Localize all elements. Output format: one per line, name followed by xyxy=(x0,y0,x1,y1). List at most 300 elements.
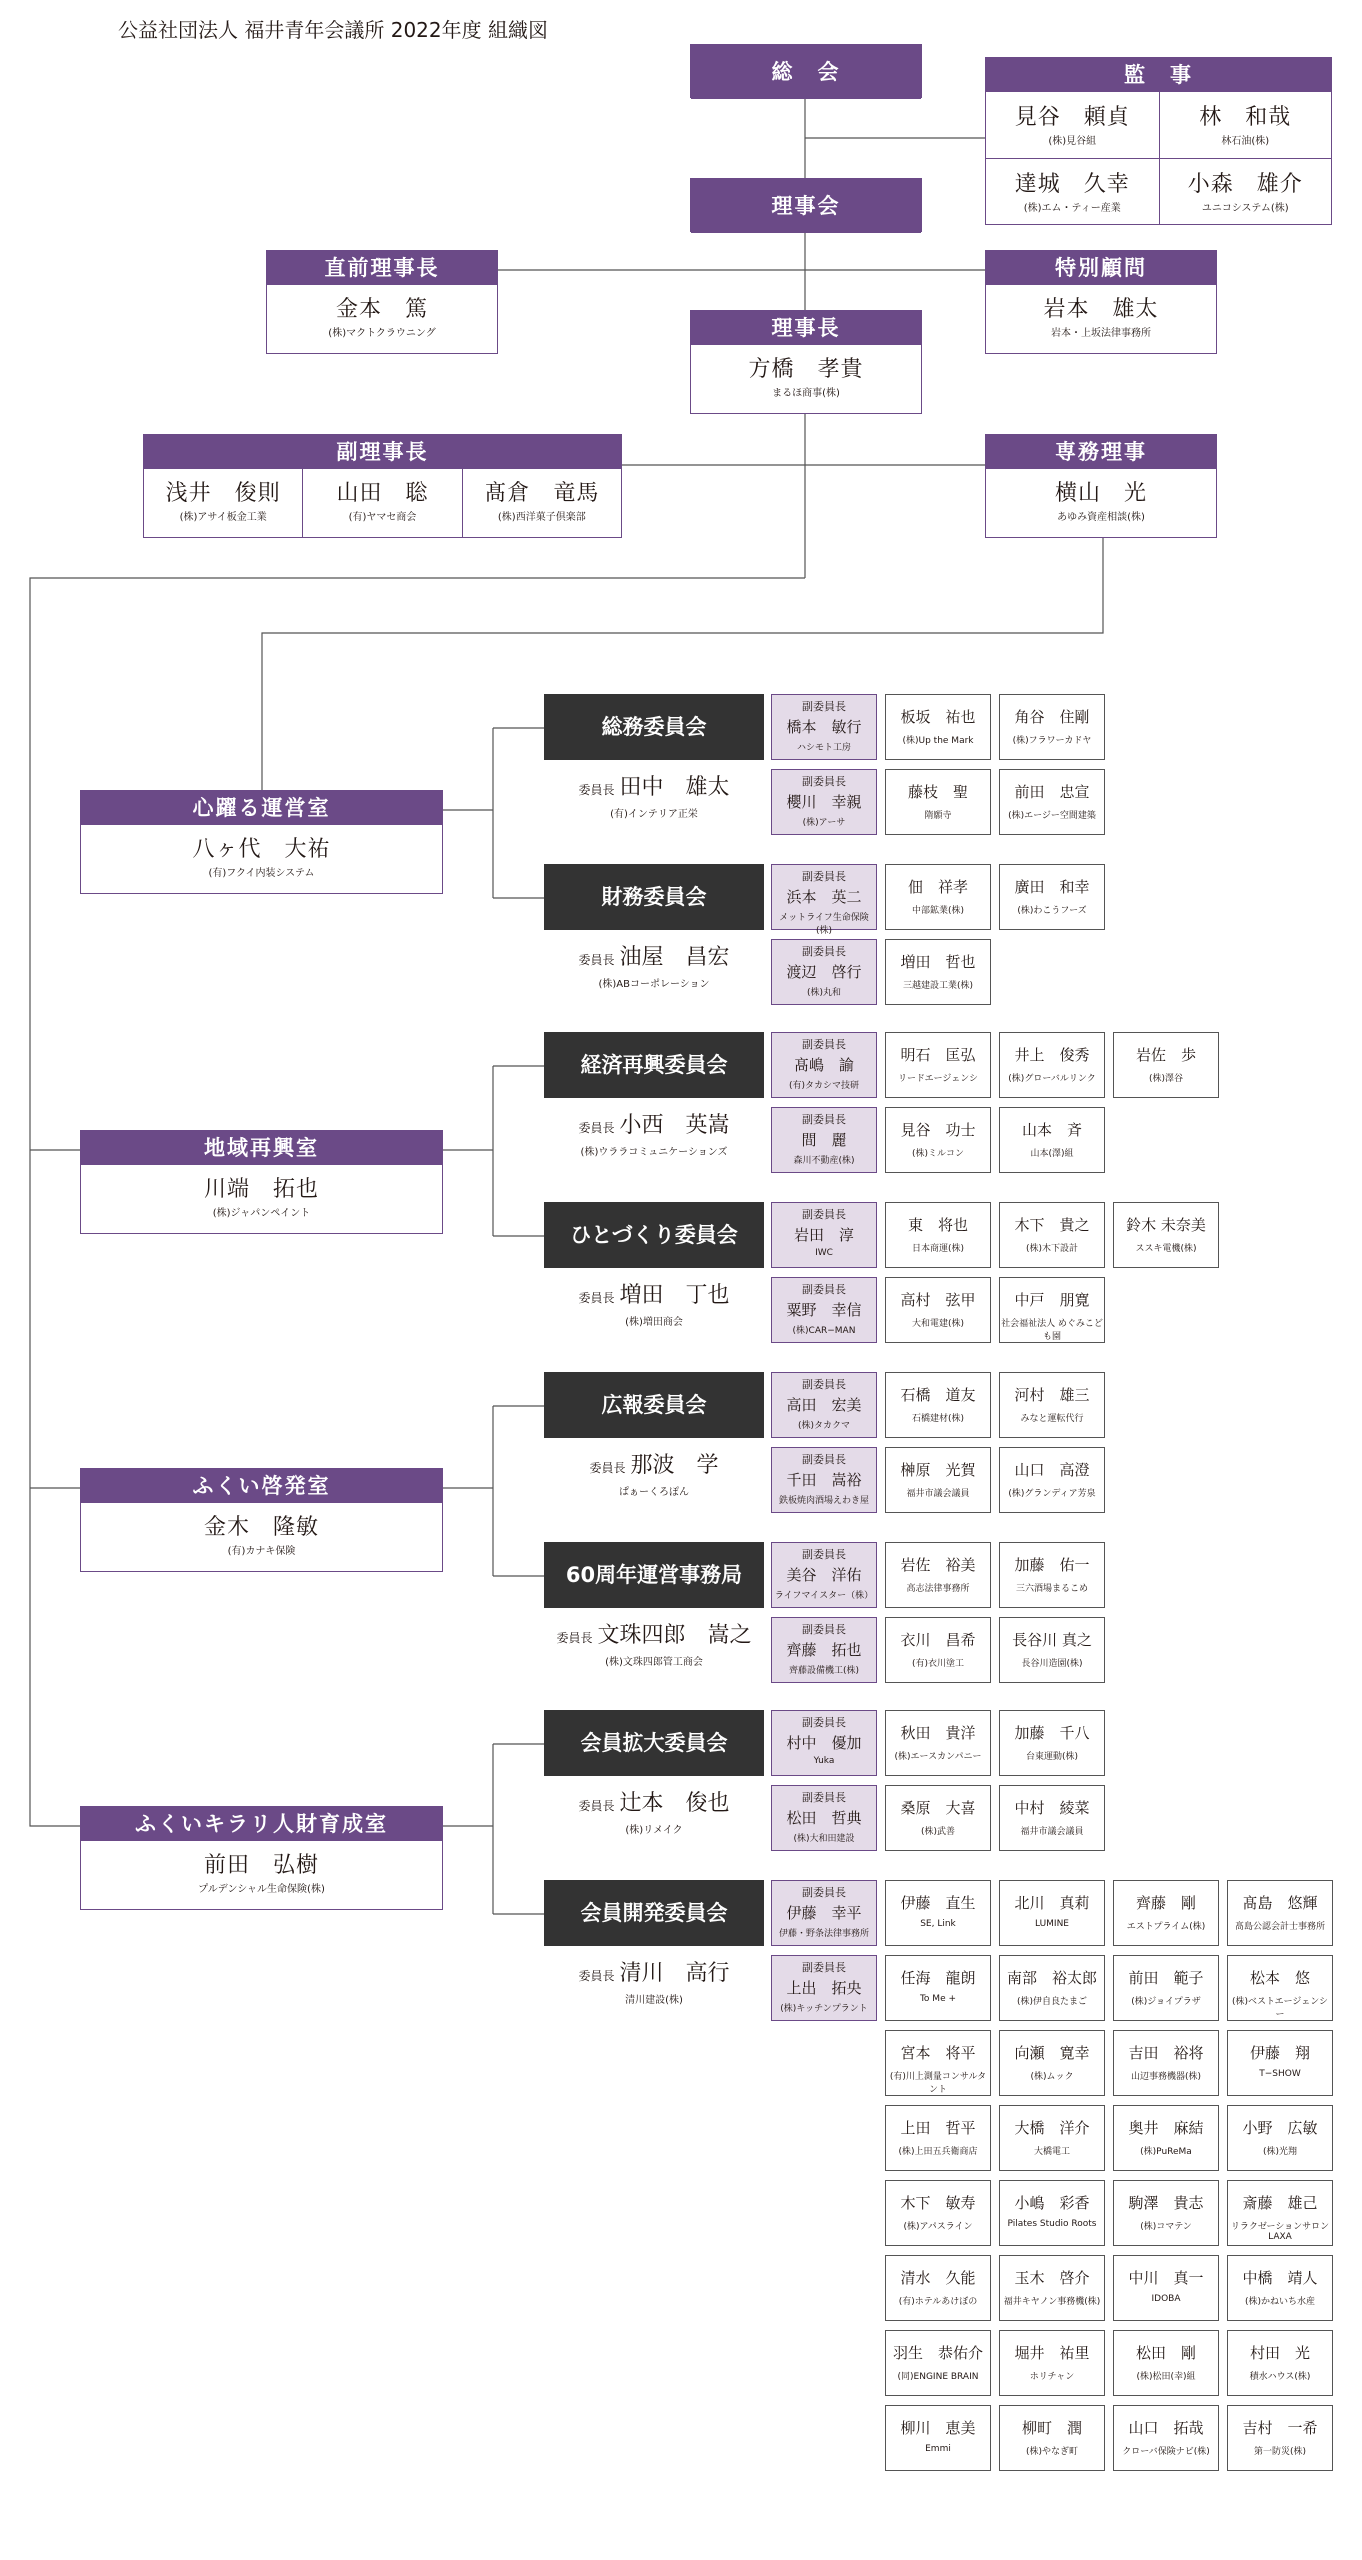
member-box xyxy=(999,769,1105,835)
vice-chair-box xyxy=(771,1955,877,2021)
vice-company: (株)アーサ xyxy=(802,818,846,828)
room-head-name: 八ヶ代 大祐 xyxy=(192,837,331,862)
committee-chair xyxy=(544,770,764,820)
vice-label: 副委員長 xyxy=(802,1283,846,1296)
member-name: 加藤 千八 xyxy=(1014,1724,1090,1742)
fuku-person xyxy=(302,469,461,537)
chair-label: 委員長 xyxy=(578,1291,615,1305)
chair-name: 田中 雄太 xyxy=(619,775,730,800)
member-box xyxy=(1227,2255,1333,2321)
member-box xyxy=(885,939,991,1005)
page-title: 公益社団法人 福井青年会議所 2022年度 組織図 xyxy=(118,18,548,42)
member-company: 山辺事務機器(株) xyxy=(1130,2072,1202,2082)
member-company: 台東運動(株) xyxy=(1025,1752,1079,1762)
member-box xyxy=(999,2330,1105,2396)
member-name: 角谷 住剛 xyxy=(1014,708,1090,726)
member-box xyxy=(885,864,991,930)
member-box xyxy=(999,1785,1105,1851)
committee-title: 60周年運営事務局 xyxy=(544,1542,764,1608)
chair-company: ぱぁーくろぽん xyxy=(619,1487,689,1498)
member-company: (有)川上測量コンサルタント xyxy=(889,2072,987,2095)
member-company: 積水ハウス(株) xyxy=(1249,2372,1311,2382)
kanji-person xyxy=(986,92,1159,158)
member-box xyxy=(885,2030,991,2096)
member-company: 福井キヤノン事務機(株) xyxy=(1003,2297,1101,2307)
chair-name: 小西 英嵩 xyxy=(619,1113,730,1138)
member-box xyxy=(999,1277,1105,1343)
vice-label: 副委員長 xyxy=(802,1716,846,1729)
member-company: IDOBA xyxy=(1151,2294,1181,2304)
chair-company: 清川建設(株) xyxy=(625,1995,683,2006)
vice-chair-box xyxy=(771,694,877,760)
vice-chair-box xyxy=(771,769,877,835)
member-company: 隋願寺 xyxy=(924,811,952,821)
member-box xyxy=(885,1202,991,1268)
room-head-company: (株)ジャパンペイント xyxy=(212,1208,311,1219)
member-name: 木下 貴之 xyxy=(1014,1216,1090,1234)
vice-name: 松田 哲典 xyxy=(786,1809,862,1827)
room-box xyxy=(80,790,443,894)
room-head-company: プルデンシャル生命保険(株) xyxy=(198,1884,325,1895)
member-company: 日本商運(株) xyxy=(911,1244,965,1254)
member-box xyxy=(1227,1955,1333,2021)
member-box xyxy=(999,2255,1105,2321)
chair-name: 文珠四郎 嵩之 xyxy=(597,1623,752,1648)
member-company: (株)やなぎ町 xyxy=(1025,2447,1079,2457)
member-box xyxy=(885,2330,991,2396)
chair-label: 委員長 xyxy=(578,1969,615,1983)
member-company: SE, Link xyxy=(920,1919,956,1929)
member-name: 羽生 恭佑介 xyxy=(892,2344,983,2362)
vice-company: ハシモト工房 xyxy=(796,743,851,753)
room-box xyxy=(80,1806,443,1910)
vice-label: 副委員長 xyxy=(802,1453,846,1466)
member-name: 岩佐 裕美 xyxy=(900,1556,976,1574)
member-company: (株)ジョイプラザ xyxy=(1131,1997,1201,2007)
member-box xyxy=(1113,1880,1219,1946)
person-name: 達城 久幸 xyxy=(1014,171,1130,197)
chair-company: (株)ABコーポレーション xyxy=(598,979,710,990)
member-box xyxy=(885,1785,991,1851)
member-name: 大橋 洋介 xyxy=(1014,2119,1090,2137)
senmu-label: 専務理事 xyxy=(986,435,1216,469)
vice-company: メットライフ生命保険(株) xyxy=(779,913,869,936)
vice-company: IWC xyxy=(815,1248,833,1258)
person-company: (株)見谷組 xyxy=(1048,136,1097,147)
member-box xyxy=(1227,2405,1333,2471)
member-company: 山本(澤)組 xyxy=(1030,1149,1074,1159)
member-name: 南部 裕太郎 xyxy=(1006,1969,1097,1987)
member-box xyxy=(885,1032,991,1098)
member-box xyxy=(885,1372,991,1438)
member-box xyxy=(885,2405,991,2471)
chair-name: 辻本 俊也 xyxy=(619,1791,730,1816)
vice-name: 高田 宏美 xyxy=(786,1396,862,1414)
sokai-box xyxy=(690,44,922,98)
rijicho-company: まるほ商事(株) xyxy=(772,388,840,399)
vice-company: Yuka xyxy=(813,1756,835,1766)
member-name: 伊藤 翔 xyxy=(1249,2044,1310,2062)
person-company: (株)エム・ティー産業 xyxy=(1023,202,1121,214)
chair-company: (株)文珠四郎管工商会 xyxy=(605,1657,703,1668)
member-name: 斎藤 雄己 xyxy=(1242,2194,1318,2212)
vice-name: 髙嶋 諭 xyxy=(793,1056,854,1074)
committee-title: 経済再興委員会 xyxy=(544,1032,764,1098)
member-box xyxy=(885,1955,991,2021)
member-company: (株)Up the Mark xyxy=(902,736,974,746)
committee-chair xyxy=(544,1108,764,1158)
member-name: 村田 光 xyxy=(1249,2344,1310,2362)
vice-company: 鉄板焼肉酒場えわき屋 xyxy=(778,1496,869,1506)
room-head-name: 川端 拓也 xyxy=(203,1177,319,1202)
member-box xyxy=(885,1277,991,1343)
member-name: 中川 真一 xyxy=(1128,2269,1204,2287)
member-box xyxy=(999,1032,1105,1098)
member-box xyxy=(885,1880,991,1946)
member-box xyxy=(999,1202,1105,1268)
person-company: (有)ヤマセ商会 xyxy=(348,512,417,523)
vice-name: 上出 拓央 xyxy=(786,1979,862,1997)
member-company: 第一防災(株) xyxy=(1253,2447,1307,2457)
room-head-company: (有)カナキ保険 xyxy=(227,1546,296,1557)
committee-chair xyxy=(544,940,764,990)
member-box xyxy=(1113,2330,1219,2396)
member-box xyxy=(1227,2030,1333,2096)
vice-company: 森川不動産(株) xyxy=(793,1156,855,1166)
member-name: 奥井 麻結 xyxy=(1128,2119,1204,2137)
vice-chair-box xyxy=(771,1032,877,1098)
member-name: 柳川 恵美 xyxy=(900,2419,976,2437)
kanji-person xyxy=(1159,158,1332,225)
chair-label: 委員長 xyxy=(589,1461,626,1475)
member-box xyxy=(1113,1202,1219,1268)
senmu-company: あゆみ資産相談(株) xyxy=(1057,512,1145,523)
chair-label: 委員長 xyxy=(578,953,615,967)
member-company: (株)コマテン xyxy=(1140,2222,1192,2232)
member-name: 岩佐 歩 xyxy=(1135,1046,1196,1064)
member-name: 中村 綾菜 xyxy=(1014,1799,1090,1817)
member-name: 山本 斉 xyxy=(1021,1121,1082,1139)
member-company: To Me + xyxy=(919,1994,957,2004)
member-name: 髙島 悠輝 xyxy=(1242,1894,1318,1912)
member-company: (株)アパスライン xyxy=(903,2222,973,2232)
member-company: (株)武善 xyxy=(920,1827,956,1837)
vice-chair-box xyxy=(771,1542,877,1608)
member-company: (株)木下設計 xyxy=(1025,1244,1079,1254)
person-company: ユニコシステム(株) xyxy=(1201,202,1289,214)
chokuzen-company: (株)マクトクラウニング xyxy=(328,328,436,339)
tokubetsu-company: 岩本・上坂法律事務所 xyxy=(1051,328,1151,339)
committee-title: 広報委員会 xyxy=(544,1372,764,1438)
vice-name: 浜本 英二 xyxy=(786,888,862,906)
rijicho-box xyxy=(690,310,922,414)
member-company: T−SHOW xyxy=(1259,2069,1301,2079)
member-name: 中橋 靖人 xyxy=(1242,2269,1318,2287)
vice-company: (株)タカクマ xyxy=(797,1421,851,1431)
member-name: 清水 久能 xyxy=(900,2269,976,2287)
senmu-name: 横山 光 xyxy=(1054,481,1147,506)
member-name: 増田 哲也 xyxy=(900,953,976,971)
member-box xyxy=(999,864,1105,930)
member-name: 伊藤 直生 xyxy=(900,1894,976,1912)
vice-name: 齊藤 拓也 xyxy=(786,1641,862,1659)
room-label: ふくいキラリ人財育成室 xyxy=(81,1807,442,1841)
member-box xyxy=(999,1447,1105,1513)
member-box xyxy=(885,1710,991,1776)
member-name: 高村 弦甲 xyxy=(900,1291,976,1309)
member-name: 小野 広敏 xyxy=(1242,2119,1318,2137)
member-name: 加藤 佑一 xyxy=(1014,1556,1090,1574)
tokubetsu-label: 特別顧問 xyxy=(986,251,1216,285)
vice-company: (株)CAR−MAN xyxy=(792,1326,856,1336)
member-box xyxy=(1113,2105,1219,2171)
member-box xyxy=(1227,2180,1333,2246)
member-name: 前田 忠宣 xyxy=(1014,783,1090,801)
vice-chair-box xyxy=(771,1785,877,1851)
kanji-box xyxy=(985,57,1332,225)
rijicho-label: 理事長 xyxy=(691,311,921,345)
room-box xyxy=(80,1468,443,1572)
vice-label: 副委員長 xyxy=(802,1886,846,1899)
committee-chair xyxy=(544,1448,764,1498)
member-box xyxy=(999,1710,1105,1776)
room-head-name: 前田 弘樹 xyxy=(203,1853,319,1878)
member-name: 松本 悠 xyxy=(1249,1969,1310,1987)
vice-chair-box xyxy=(771,1880,877,1946)
member-company: (株)澤谷 xyxy=(1148,1074,1184,1084)
member-name: 佃 祥孝 xyxy=(907,878,968,896)
member-name: 柳町 潤 xyxy=(1021,2419,1082,2437)
person-name: 見谷 頼貞 xyxy=(1014,105,1130,130)
vice-company: (株)丸和 xyxy=(806,988,842,998)
vice-chair-box xyxy=(771,939,877,1005)
member-box xyxy=(1113,2030,1219,2096)
member-box xyxy=(1113,1955,1219,2021)
member-name: 玉木 啓介 xyxy=(1014,2269,1090,2287)
member-name: 任海 龍朗 xyxy=(900,1969,976,1987)
member-company: (株)わこうフーズ xyxy=(1017,906,1087,916)
member-box xyxy=(1113,1032,1219,1098)
member-name: 駒澤 貴志 xyxy=(1128,2194,1204,2212)
member-name: 石橋 道友 xyxy=(900,1386,976,1404)
chokuzen-box xyxy=(266,250,498,354)
member-box xyxy=(885,694,991,760)
fuku-person xyxy=(462,469,621,537)
vice-label: 副委員長 xyxy=(802,1113,846,1126)
tokubetsu-name: 岩本 雄太 xyxy=(1043,297,1159,322)
vice-chair-box xyxy=(771,864,877,936)
member-company: (株)ベストエージェンシー xyxy=(1231,1997,1329,2020)
person-name: 浅井 俊則 xyxy=(165,481,281,506)
member-company: 三越建設工業(株) xyxy=(902,981,974,991)
member-box xyxy=(999,2180,1105,2246)
member-name: 北川 真莉 xyxy=(1014,1894,1090,1912)
chair-label: 委員長 xyxy=(578,1799,615,1813)
fuku-label: 副理事長 xyxy=(144,435,621,469)
vice-label: 副委員長 xyxy=(802,775,846,788)
room-head-company: (有)フクイ内装システム xyxy=(208,868,315,879)
member-company: 石橋建材(株) xyxy=(911,1414,965,1424)
member-company: クローバ保険ナビ(株) xyxy=(1122,2447,1210,2457)
member-company: (株)松田(幸)組 xyxy=(1136,2372,1196,2382)
vice-name: 村中 優加 xyxy=(786,1734,862,1752)
member-box xyxy=(1227,2330,1333,2396)
room-head-name: 金木 隆敏 xyxy=(203,1515,319,1540)
member-box xyxy=(999,1880,1105,1946)
vice-label: 副委員長 xyxy=(802,1208,846,1221)
member-company: ホリチャン xyxy=(1029,2372,1075,2382)
member-name: 堀井 祐里 xyxy=(1014,2344,1090,2362)
person-name: 小森 雄介 xyxy=(1187,171,1303,197)
vice-company: ライフマイスター（株） xyxy=(774,1591,874,1601)
member-company: (株)伊自良たまご xyxy=(1016,1997,1088,2007)
member-box xyxy=(1113,2180,1219,2246)
member-company: Emmi xyxy=(925,2444,951,2454)
tokubetsu-box xyxy=(985,250,1217,354)
committee-title: 会員拡大委員会 xyxy=(544,1710,764,1776)
member-company: 高志法律事務所 xyxy=(906,1584,970,1594)
member-box xyxy=(885,1107,991,1173)
member-company: (株)グランディア芳泉 xyxy=(1008,1489,1096,1499)
member-box xyxy=(999,1372,1105,1438)
chair-label: 委員長 xyxy=(578,783,615,797)
member-box xyxy=(999,2105,1105,2171)
member-box xyxy=(885,1447,991,1513)
fuku-person xyxy=(144,469,302,537)
member-company: 大橋電工 xyxy=(1033,2147,1070,2157)
member-company: 社会福祉法人 めぐみこども園 xyxy=(1001,1319,1103,1342)
vice-company: 齊藤設備機工(株) xyxy=(788,1666,860,1676)
room-label: 心躍る運営室 xyxy=(81,791,442,825)
member-box xyxy=(999,694,1105,760)
member-company: 三六酒場まるこめ xyxy=(1015,1584,1088,1594)
member-company: (株)フラワーカドヤ xyxy=(1012,736,1092,746)
member-name: 桑原 大喜 xyxy=(900,1799,976,1817)
vice-name: 岩田 淳 xyxy=(793,1226,854,1244)
chair-company: (有)インテリア正栄 xyxy=(610,809,698,820)
member-company: (株)光翔 xyxy=(1262,2147,1298,2157)
chair-label: 委員長 xyxy=(578,1121,615,1135)
member-box xyxy=(999,2030,1105,2096)
vice-chair-box xyxy=(771,1710,877,1776)
person-company: (株)アサイ板金工業 xyxy=(179,512,267,523)
vice-company: (有)タカシマ技研 xyxy=(788,1081,860,1091)
member-company: リラクゼーションサロンLAXA xyxy=(1230,2222,1330,2242)
member-name: 藤枝 聖 xyxy=(907,783,968,801)
member-box xyxy=(885,2105,991,2171)
member-name: 秋田 貴洋 xyxy=(900,1724,976,1742)
member-box xyxy=(885,769,991,835)
member-name: 上田 哲平 xyxy=(900,2119,976,2137)
sokai-label: 総 会 xyxy=(691,45,921,99)
rijicho-name: 方橋 孝貴 xyxy=(748,357,864,382)
person-company: (株)西洋菓子倶楽部 xyxy=(497,512,586,523)
member-company: (株)PuReMa xyxy=(1140,2147,1192,2157)
vice-name: 千田 嵩裕 xyxy=(786,1471,862,1489)
member-company: 長谷川造園(株) xyxy=(1021,1659,1083,1669)
vice-chair-box xyxy=(771,1202,877,1268)
member-name: 齊藤 剛 xyxy=(1135,1894,1196,1912)
vice-label: 副委員長 xyxy=(802,1791,846,1804)
vice-name: 伊藤 幸平 xyxy=(786,1904,862,1922)
member-company: 大和電建(株) xyxy=(911,1319,965,1329)
kanji-label: 監 事 xyxy=(986,58,1331,92)
member-name: 小嶋 彩香 xyxy=(1014,2194,1090,2212)
member-company: 福井市議会議員 xyxy=(906,1489,970,1499)
chair-company: (株)リメイク xyxy=(625,1825,683,1836)
vice-label: 副委員長 xyxy=(802,700,846,713)
member-box xyxy=(1227,2105,1333,2171)
chair-name: 油屋 昌宏 xyxy=(619,945,730,970)
committee-title: 総務委員会 xyxy=(544,694,764,760)
vice-name: 櫻川 幸親 xyxy=(786,793,862,811)
member-company: (同)ENGINE BRAIN xyxy=(897,2372,979,2382)
committee-title: ひとづくり委員会 xyxy=(544,1202,764,1268)
vice-label: 副委員長 xyxy=(802,1961,846,1974)
vice-company: (株)キッチンプラント xyxy=(780,2004,868,2014)
member-name: 長谷川 真之 xyxy=(1012,1631,1092,1649)
fuku-box xyxy=(143,434,622,538)
member-box xyxy=(1113,2255,1219,2321)
vice-label: 副委員長 xyxy=(802,870,846,883)
committee-chair xyxy=(544,1278,764,1328)
member-name: 木下 敏寿 xyxy=(900,2194,976,2212)
member-box xyxy=(885,2180,991,2246)
vice-chair-box xyxy=(771,1107,877,1173)
member-company: 福井市議会議員 xyxy=(1020,1827,1084,1837)
member-company: (株)かねいち水産 xyxy=(1244,2297,1316,2307)
committee-chair xyxy=(544,1786,764,1836)
member-name: 明石 匡弘 xyxy=(900,1046,976,1064)
committee-chair xyxy=(544,1956,764,2006)
member-box xyxy=(885,1617,991,1683)
member-box xyxy=(999,2405,1105,2471)
vice-chair-box xyxy=(771,1617,877,1683)
vice-name: 渡辺 啓行 xyxy=(786,963,862,981)
member-name: 吉村 一希 xyxy=(1242,2419,1318,2437)
vice-label: 副委員長 xyxy=(802,1378,846,1391)
vice-name: 美谷 洋佑 xyxy=(786,1566,862,1584)
vice-company: 伊藤・野条法律事務所 xyxy=(778,1929,869,1939)
member-box xyxy=(1113,2405,1219,2471)
member-name: 吉田 裕将 xyxy=(1128,2044,1204,2062)
vice-name: 橋本 敏行 xyxy=(786,718,862,736)
chokuzen-name: 金本 篤 xyxy=(335,297,428,322)
rijikai-label: 理事会 xyxy=(691,179,921,233)
committee-chair xyxy=(544,1618,764,1668)
room-label: ふくい啓発室 xyxy=(81,1469,442,1503)
member-box xyxy=(999,1542,1105,1608)
member-name: 中戸 朋寛 xyxy=(1014,1291,1090,1309)
member-name: 衣川 昌希 xyxy=(900,1631,976,1649)
vice-chair-box xyxy=(771,1372,877,1438)
member-box xyxy=(885,1542,991,1608)
vice-label: 副委員長 xyxy=(802,1623,846,1636)
member-name: 山口 拓哉 xyxy=(1128,2419,1204,2437)
kanji-person xyxy=(1159,92,1332,158)
member-box xyxy=(999,1107,1105,1173)
member-name: 見谷 功士 xyxy=(900,1121,976,1139)
member-company: Pilates Studio Roots xyxy=(1007,2219,1097,2229)
person-name: 林 和哉 xyxy=(1199,105,1292,130)
member-company: (株)ミルコン xyxy=(911,1149,965,1159)
chair-label: 委員長 xyxy=(556,1631,593,1645)
member-company: エストプライム(株) xyxy=(1126,1922,1206,1932)
vice-company: (株)大和田建設 xyxy=(793,1834,855,1844)
member-name: 松田 剛 xyxy=(1135,2344,1196,2362)
member-name: 河村 雄三 xyxy=(1014,1386,1090,1404)
member-name: 板坂 祐也 xyxy=(900,708,976,726)
